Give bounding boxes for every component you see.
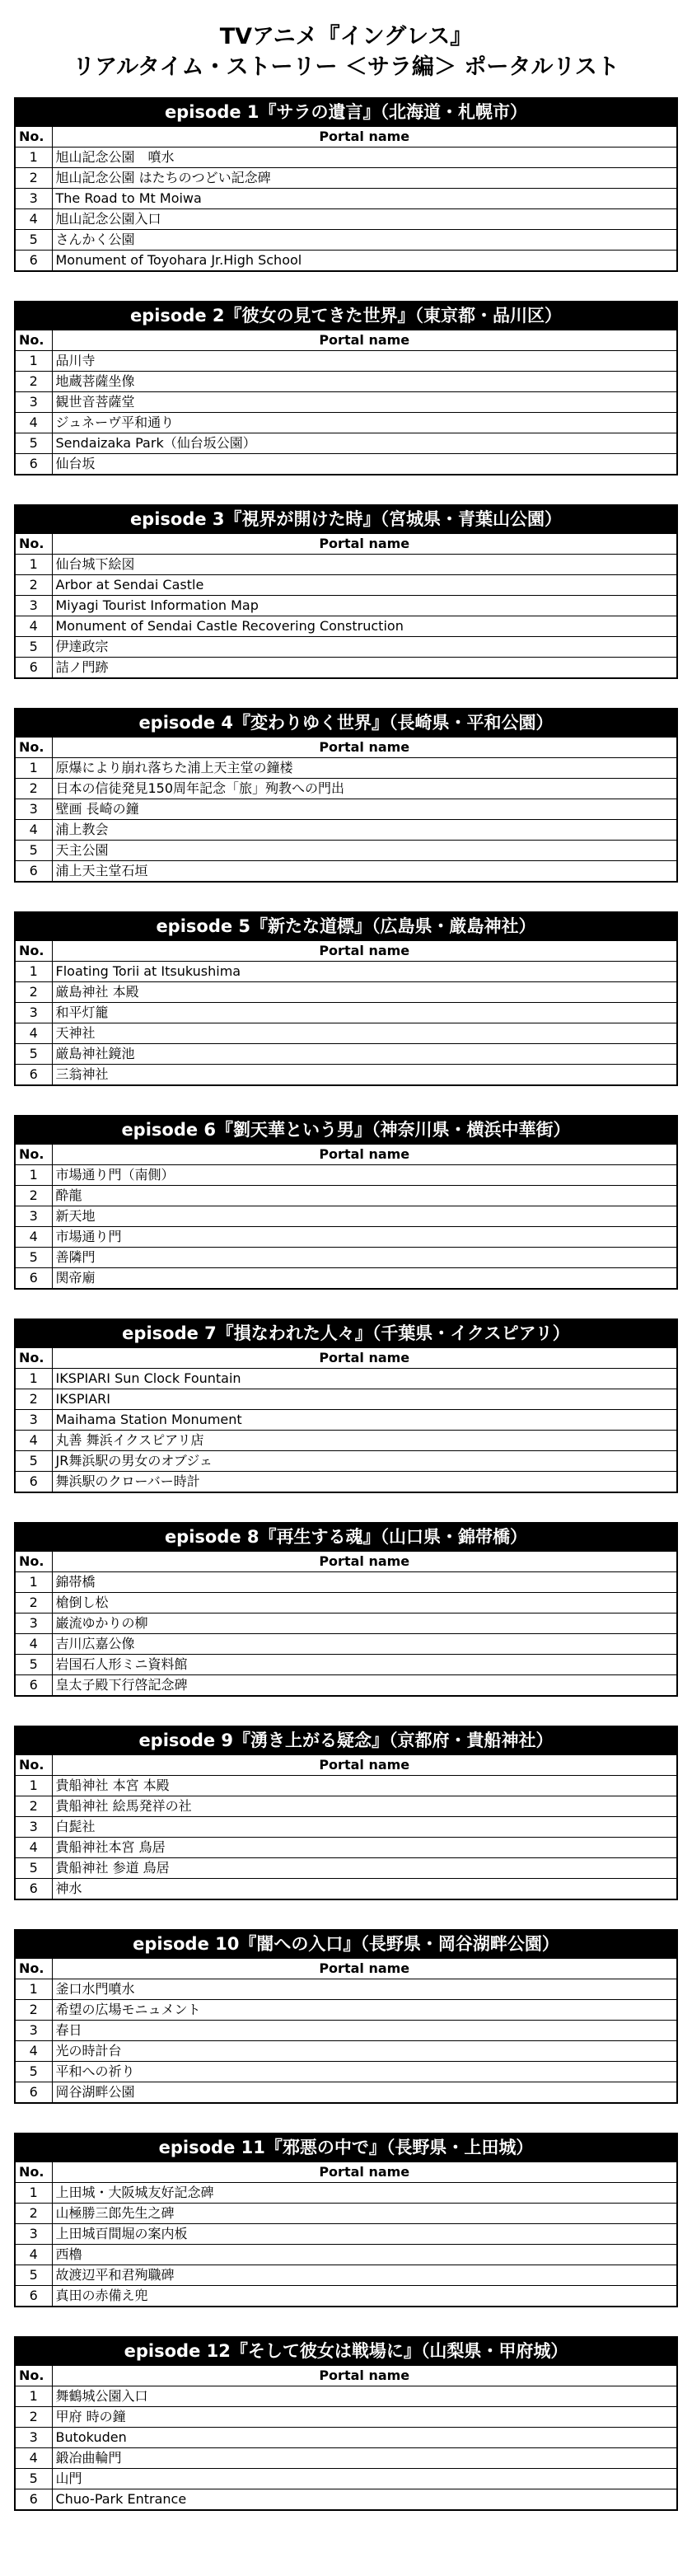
- row-number: 6: [16, 658, 52, 678]
- table-row: [16, 2469, 676, 2489]
- table-row: [16, 1023, 676, 1044]
- table-header-row: [16, 1348, 676, 1369]
- row-number: 1: [16, 1165, 52, 1186]
- portal-name: 貴船神社本宮 鳥居: [52, 1838, 676, 1858]
- row-number: 6: [16, 2286, 52, 2307]
- table-row: [16, 1675, 676, 1696]
- table-row: [16, 1858, 676, 1879]
- row-number: 2: [16, 168, 52, 189]
- row-number: 3: [16, 2224, 52, 2245]
- episode-table: [14, 1929, 678, 2104]
- table-header-row: [16, 1552, 676, 1572]
- column-header-portal-name: Portal name: [52, 2162, 676, 2183]
- portal-name: Miyagi Tourist Information Map: [52, 596, 676, 616]
- portal-name: 旭山記念公園 噴水: [52, 148, 676, 168]
- portal-name: 酔龍: [52, 1186, 676, 1206]
- portal-name: 上田城・大阪城友好記念碑: [52, 2183, 676, 2204]
- portal-name: 厳島神社 本殿: [52, 982, 676, 1003]
- portal-name: 神水: [52, 1879, 676, 1899]
- row-number: 3: [16, 189, 52, 209]
- portal-name: 春日: [52, 2021, 676, 2041]
- portal-name: ジュネーヴ平和通り: [52, 413, 676, 433]
- row-number: 3: [16, 1614, 52, 1634]
- page-subtitle: リアルタイム・ストーリー ＜サラ編＞ ポータルリスト: [72, 54, 620, 80]
- portal-name: 希望の広場モニュメント: [52, 2000, 676, 2021]
- row-number: 4: [16, 2041, 52, 2062]
- table-row: [16, 1879, 676, 1899]
- table-row: [16, 2286, 676, 2307]
- table-row: [16, 2245, 676, 2265]
- portal-name: 厳島神社鏡池: [52, 1044, 676, 1065]
- table-row: [16, 2062, 676, 2082]
- table-row: [16, 637, 676, 658]
- portal-name: 品川寺: [52, 351, 676, 372]
- table-row: [16, 2407, 676, 2428]
- table-row: [16, 758, 676, 779]
- row-number: 1: [16, 962, 52, 982]
- table-header-row: [16, 330, 676, 351]
- portal-name: 岡谷湖畔公園: [52, 2082, 676, 2103]
- portal-name: Butokuden: [52, 2428, 676, 2448]
- portal-name: 浦上天主堂石垣: [52, 861, 676, 882]
- portal-name: 市場通り門（南側）: [52, 1165, 676, 1186]
- table-header-row: [16, 127, 676, 148]
- table-row: [16, 351, 676, 372]
- episode-heading: episode 9『湧き上がる疑念』（京都府・貴船神社）: [16, 1727, 676, 1754]
- portal-name: Monument of Sendai Castle Recovering Construction: [52, 616, 676, 637]
- table-row: [16, 1817, 676, 1838]
- portal-name: The Road to Mt Moiwa: [52, 189, 676, 209]
- portal-name: 関帝廟: [52, 1268, 676, 1289]
- table-row: [16, 1227, 676, 1248]
- episode-table: [14, 1318, 678, 1493]
- portal-table: [16, 940, 676, 1084]
- row-number: 6: [16, 1879, 52, 1899]
- episode-heading: episode 1『サラの遺言』（北海道・札幌市）: [16, 99, 676, 126]
- row-number: 4: [16, 1227, 52, 1248]
- row-number: 5: [16, 2062, 52, 2082]
- portal-name: 原爆により崩れ落ちた浦上天主堂の鐘楼: [52, 758, 676, 779]
- portal-name: IKSPIARI: [52, 1389, 676, 1410]
- portal-name: 上田城百間堀の案内板: [52, 2224, 676, 2245]
- portal-name: 観世音菩薩堂: [52, 392, 676, 413]
- row-number: 5: [16, 2469, 52, 2489]
- row-number: 5: [16, 1655, 52, 1675]
- portal-name: 日本の信徒発見150周年記念「旅」殉教への門出: [52, 779, 676, 799]
- table-row: [16, 575, 676, 596]
- table-row: [16, 2082, 676, 2103]
- portal-name: 壁画 長崎の鐘: [52, 799, 676, 820]
- portal-name: Chuo-Park Entrance: [52, 2489, 676, 2510]
- row-number: 5: [16, 1044, 52, 1065]
- column-header-portal-name: Portal name: [52, 127, 676, 148]
- table-row: [16, 1431, 676, 1451]
- portal-name: 舞浜駅のクローバー時計: [52, 1472, 676, 1492]
- table-row: [16, 841, 676, 861]
- row-number: 3: [16, 392, 52, 413]
- episode-heading: episode 8『再生する魂』（山口県・錦帯橋）: [16, 1524, 676, 1551]
- row-number: 1: [16, 148, 52, 168]
- episode-heading: episode 5『新たな道標』（広島県・厳島神社）: [16, 913, 676, 940]
- row-number: 4: [16, 616, 52, 637]
- episode-table: [14, 2336, 678, 2511]
- table-header-row: [16, 1959, 676, 1979]
- row-number: 6: [16, 2082, 52, 2103]
- portal-name: 故渡辺平和君殉職碑: [52, 2265, 676, 2286]
- column-header-portal-name: Portal name: [52, 330, 676, 351]
- table-row: [16, 596, 676, 616]
- portal-table: [16, 1958, 676, 2102]
- episode-heading: episode 6『劉天華という男』（神奈川県・横浜中華街）: [16, 1117, 676, 1144]
- row-number: 5: [16, 841, 52, 861]
- portal-name: Monument of Toyohara Jr.High School: [52, 251, 676, 271]
- episode-heading: episode 3『視界が開けた時』（宮城県・青葉山公園）: [16, 506, 676, 533]
- row-number: 1: [16, 1572, 52, 1593]
- table-row: [16, 1186, 676, 1206]
- column-header-portal-name: Portal name: [52, 534, 676, 555]
- portal-table: [16, 1144, 676, 1288]
- table-header-row: [16, 738, 676, 758]
- table-row: [16, 454, 676, 475]
- table-header-row: [16, 2366, 676, 2386]
- table-row: [16, 2021, 676, 2041]
- row-number: 3: [16, 1817, 52, 1838]
- column-header-portal-name: Portal name: [52, 1959, 676, 1979]
- column-header-portal-name: Portal name: [52, 1348, 676, 1369]
- page-title: TVアニメ『イングレス』: [219, 24, 473, 49]
- portal-name: 岩国石人形ミニ資料館: [52, 1655, 676, 1675]
- table-row: [16, 2428, 676, 2448]
- table-row: [16, 2265, 676, 2286]
- portal-name: 浦上教会: [52, 820, 676, 841]
- episode-table: [14, 1115, 678, 1290]
- row-number: 1: [16, 758, 52, 779]
- row-number: 3: [16, 596, 52, 616]
- row-number: 4: [16, 413, 52, 433]
- row-number: 3: [16, 1410, 52, 1431]
- row-number: 3: [16, 2428, 52, 2448]
- row-number: 1: [16, 1979, 52, 2000]
- row-number: 6: [16, 2489, 52, 2510]
- row-number: 2: [16, 1186, 52, 1206]
- column-header-portal-name: Portal name: [52, 738, 676, 758]
- column-header-no: No.: [16, 1145, 52, 1165]
- table-row: [16, 1655, 676, 1675]
- portal-table: [16, 1347, 676, 1492]
- column-header-no: No.: [16, 2366, 52, 2386]
- row-number: 4: [16, 2245, 52, 2265]
- column-header-no: No.: [16, 330, 52, 351]
- portal-table: [16, 1551, 676, 1695]
- episode-table: [14, 1726, 678, 1900]
- portal-name: 市場通り門: [52, 1227, 676, 1248]
- row-number: 1: [16, 1776, 52, 1796]
- table-row: [16, 1268, 676, 1289]
- portal-name: 仙台城下絵図: [52, 555, 676, 575]
- row-number: 4: [16, 2448, 52, 2469]
- row-number: 5: [16, 637, 52, 658]
- portal-table: [16, 2161, 676, 2306]
- table-row: [16, 189, 676, 209]
- portal-name: 仙台坂: [52, 454, 676, 475]
- episode-table: [14, 301, 678, 475]
- portal-name: 釜口水門噴水: [52, 1979, 676, 2000]
- column-header-no: No.: [16, 1348, 52, 1369]
- portal-name: 貴船神社 本宮 本殿: [52, 1776, 676, 1796]
- episode-heading: episode 11『邪悪の中で』（長野県・上田城）: [16, 2134, 676, 2161]
- table-row: [16, 962, 676, 982]
- portal-name: さんかく公園: [52, 230, 676, 251]
- row-number: 2: [16, 575, 52, 596]
- table-row: [16, 230, 676, 251]
- table-row: [16, 168, 676, 189]
- column-header-no: No.: [16, 2162, 52, 2183]
- column-header-portal-name: Portal name: [52, 941, 676, 962]
- portal-name: 吉川広嘉公像: [52, 1634, 676, 1655]
- portal-name: IKSPIARI Sun Clock Fountain: [52, 1369, 676, 1389]
- table-header-row: [16, 1755, 676, 1776]
- table-header-row: [16, 1145, 676, 1165]
- column-header-portal-name: Portal name: [52, 1755, 676, 1776]
- episode-table: [14, 97, 678, 272]
- table-row: [16, 658, 676, 678]
- row-number: 3: [16, 1206, 52, 1227]
- table-row: [16, 1389, 676, 1410]
- row-number: 5: [16, 2265, 52, 2286]
- portal-name: 光の時計台: [52, 2041, 676, 2062]
- portal-name: 貴船神社 絵馬発祥の社: [52, 1796, 676, 1817]
- episode-heading: episode 4『変わりゆく世界』（長崎県・平和公園）: [16, 710, 676, 737]
- column-header-no: No.: [16, 534, 52, 555]
- table-row: [16, 1410, 676, 1431]
- table-row: [16, 1206, 676, 1227]
- column-header-portal-name: Portal name: [52, 1552, 676, 1572]
- table-row: [16, 616, 676, 637]
- portal-name: 貴船神社 参道 鳥居: [52, 1858, 676, 1879]
- portal-table: [16, 126, 676, 270]
- table-row: [16, 2224, 676, 2245]
- episode-table: [14, 1522, 678, 1697]
- portal-name: 鍛冶曲輪門: [52, 2448, 676, 2469]
- episode-table: [14, 504, 678, 679]
- portal-name: 伊達政宗: [52, 637, 676, 658]
- table-row: [16, 209, 676, 230]
- episode-table: [14, 911, 678, 1086]
- portal-name: 詰ノ門跡: [52, 658, 676, 678]
- table-row: [16, 1472, 676, 1492]
- table-row: [16, 1248, 676, 1268]
- table-row: [16, 1979, 676, 2000]
- row-number: 4: [16, 209, 52, 230]
- row-number: 6: [16, 1065, 52, 1085]
- portal-table: [16, 1754, 676, 1899]
- portal-name: 天神社: [52, 1023, 676, 1044]
- table-row: [16, 2041, 676, 2062]
- row-number: 3: [16, 1003, 52, 1023]
- episode-heading: episode 7『損なわれた人々』（千葉県・イクスピアリ）: [16, 1320, 676, 1347]
- column-header-portal-name: Portal name: [52, 1145, 676, 1165]
- row-number: 5: [16, 1451, 52, 1472]
- portal-name: 舞鶴城公園入口: [52, 2386, 676, 2407]
- table-row: [16, 2448, 676, 2469]
- row-number: 6: [16, 251, 52, 271]
- row-number: 3: [16, 799, 52, 820]
- portal-name: 白髭社: [52, 1817, 676, 1838]
- table-row: [16, 2000, 676, 2021]
- episode-heading: episode 10『闇への入口』（長野県・岡谷湖畔公園）: [16, 1931, 676, 1958]
- row-number: 2: [16, 2000, 52, 2021]
- table-row: [16, 820, 676, 841]
- table-row: [16, 1065, 676, 1085]
- row-number: 2: [16, 2204, 52, 2224]
- portal-table: [16, 533, 676, 677]
- portal-name: 錦帯橋: [52, 1572, 676, 1593]
- portal-table: [16, 737, 676, 881]
- row-number: 1: [16, 2386, 52, 2407]
- row-number: 5: [16, 230, 52, 251]
- table-row: [16, 982, 676, 1003]
- column-header-no: No.: [16, 127, 52, 148]
- row-number: 6: [16, 861, 52, 882]
- episode-heading: episode 2『彼女の見てきた世界』（東京都・品川区）: [16, 302, 676, 330]
- table-row: [16, 2204, 676, 2224]
- table-header-row: [16, 534, 676, 555]
- portal-table: [16, 330, 676, 474]
- portal-name: 皇太子殿下行啓記念碑: [52, 1675, 676, 1696]
- table-row: [16, 1593, 676, 1614]
- portal-table: [16, 2365, 676, 2509]
- table-header-row: [16, 2162, 676, 2183]
- portal-name: 西櫓: [52, 2245, 676, 2265]
- row-number: 3: [16, 2021, 52, 2041]
- row-number: 1: [16, 2183, 52, 2204]
- row-number: 6: [16, 1675, 52, 1696]
- portal-name: 丸善 舞浜イクスピアリ店: [52, 1431, 676, 1451]
- table-row: [16, 1634, 676, 1655]
- portal-name: Maihama Station Monument: [52, 1410, 676, 1431]
- portal-name: 平和への祈り: [52, 2062, 676, 2082]
- table-row: [16, 413, 676, 433]
- portal-name: 地蔵菩薩坐像: [52, 372, 676, 392]
- table-row: [16, 2183, 676, 2204]
- episode-table: [14, 708, 678, 883]
- episode-table: [14, 2133, 678, 2307]
- row-number: 1: [16, 1369, 52, 1389]
- table-row: [16, 1776, 676, 1796]
- row-number: 2: [16, 1593, 52, 1614]
- table-row: [16, 148, 676, 168]
- portal-name: 真田の赤備え兜: [52, 2286, 676, 2307]
- episode-list: [0, 97, 692, 2511]
- portal-name: 善隣門: [52, 1248, 676, 1268]
- table-row: [16, 1044, 676, 1065]
- portal-name: 三翁神社: [52, 1065, 676, 1085]
- portal-name: 新天地: [52, 1206, 676, 1227]
- column-header-no: No.: [16, 1552, 52, 1572]
- row-number: 4: [16, 820, 52, 841]
- row-number: 6: [16, 454, 52, 475]
- table-row: [16, 1451, 676, 1472]
- table-row: [16, 433, 676, 454]
- column-header-no: No.: [16, 1755, 52, 1776]
- table-row: [16, 2386, 676, 2407]
- row-number: 4: [16, 1431, 52, 1451]
- table-row: [16, 555, 676, 575]
- table-row: [16, 779, 676, 799]
- table-row: [16, 861, 676, 882]
- table-row: [16, 1796, 676, 1817]
- portal-name: Arbor at Sendai Castle: [52, 575, 676, 596]
- portal-name: Floating Torii at Itsukushima: [52, 962, 676, 982]
- table-row: [16, 1003, 676, 1023]
- row-number: 1: [16, 555, 52, 575]
- table-row: [16, 2489, 676, 2510]
- row-number: 1: [16, 351, 52, 372]
- table-row: [16, 1614, 676, 1634]
- table-row: [16, 372, 676, 392]
- row-number: 2: [16, 779, 52, 799]
- table-row: [16, 1572, 676, 1593]
- row-number: 5: [16, 433, 52, 454]
- row-number: 5: [16, 1248, 52, 1268]
- row-number: 5: [16, 1858, 52, 1879]
- table-row: [16, 799, 676, 820]
- row-number: 6: [16, 1472, 52, 1492]
- table-header-row: [16, 941, 676, 962]
- table-row: [16, 1165, 676, 1186]
- table-row: [16, 392, 676, 413]
- column-header-portal-name: Portal name: [52, 2366, 676, 2386]
- portal-name: Sendaizaka Park（仙台坂公園）: [52, 433, 676, 454]
- row-number: 4: [16, 1023, 52, 1044]
- column-header-no: No.: [16, 738, 52, 758]
- portal-name: JR舞浜駅の男女のオブジェ: [52, 1451, 676, 1472]
- column-header-no: No.: [16, 941, 52, 962]
- episode-heading: episode 12『そして彼女は戦場に』（山梨県・甲府城）: [16, 2338, 676, 2365]
- row-number: 2: [16, 1389, 52, 1410]
- portal-name: 旭山記念公園入口: [52, 209, 676, 230]
- table-row: [16, 251, 676, 271]
- row-number: 2: [16, 372, 52, 392]
- portal-name: 山極勝三郎先生之碑: [52, 2204, 676, 2224]
- row-number: 2: [16, 982, 52, 1003]
- portal-name: 山門: [52, 2469, 676, 2489]
- portal-name: 巌流ゆかりの柳: [52, 1614, 676, 1634]
- table-row: [16, 1369, 676, 1389]
- page-header: [0, 0, 692, 82]
- row-number: 4: [16, 1634, 52, 1655]
- row-number: 6: [16, 1268, 52, 1289]
- row-number: 4: [16, 1838, 52, 1858]
- row-number: 2: [16, 2407, 52, 2428]
- portal-name: 和平灯籠: [52, 1003, 676, 1023]
- portal-name: 甲府 時の鐘: [52, 2407, 676, 2428]
- portal-name: 旭山記念公園 はたちのつどい記念碑: [52, 168, 676, 189]
- table-row: [16, 1838, 676, 1858]
- row-number: 2: [16, 1796, 52, 1817]
- portal-name: 天主公園: [52, 841, 676, 861]
- portal-name: 槍倒し松: [52, 1593, 676, 1614]
- column-header-no: No.: [16, 1959, 52, 1979]
